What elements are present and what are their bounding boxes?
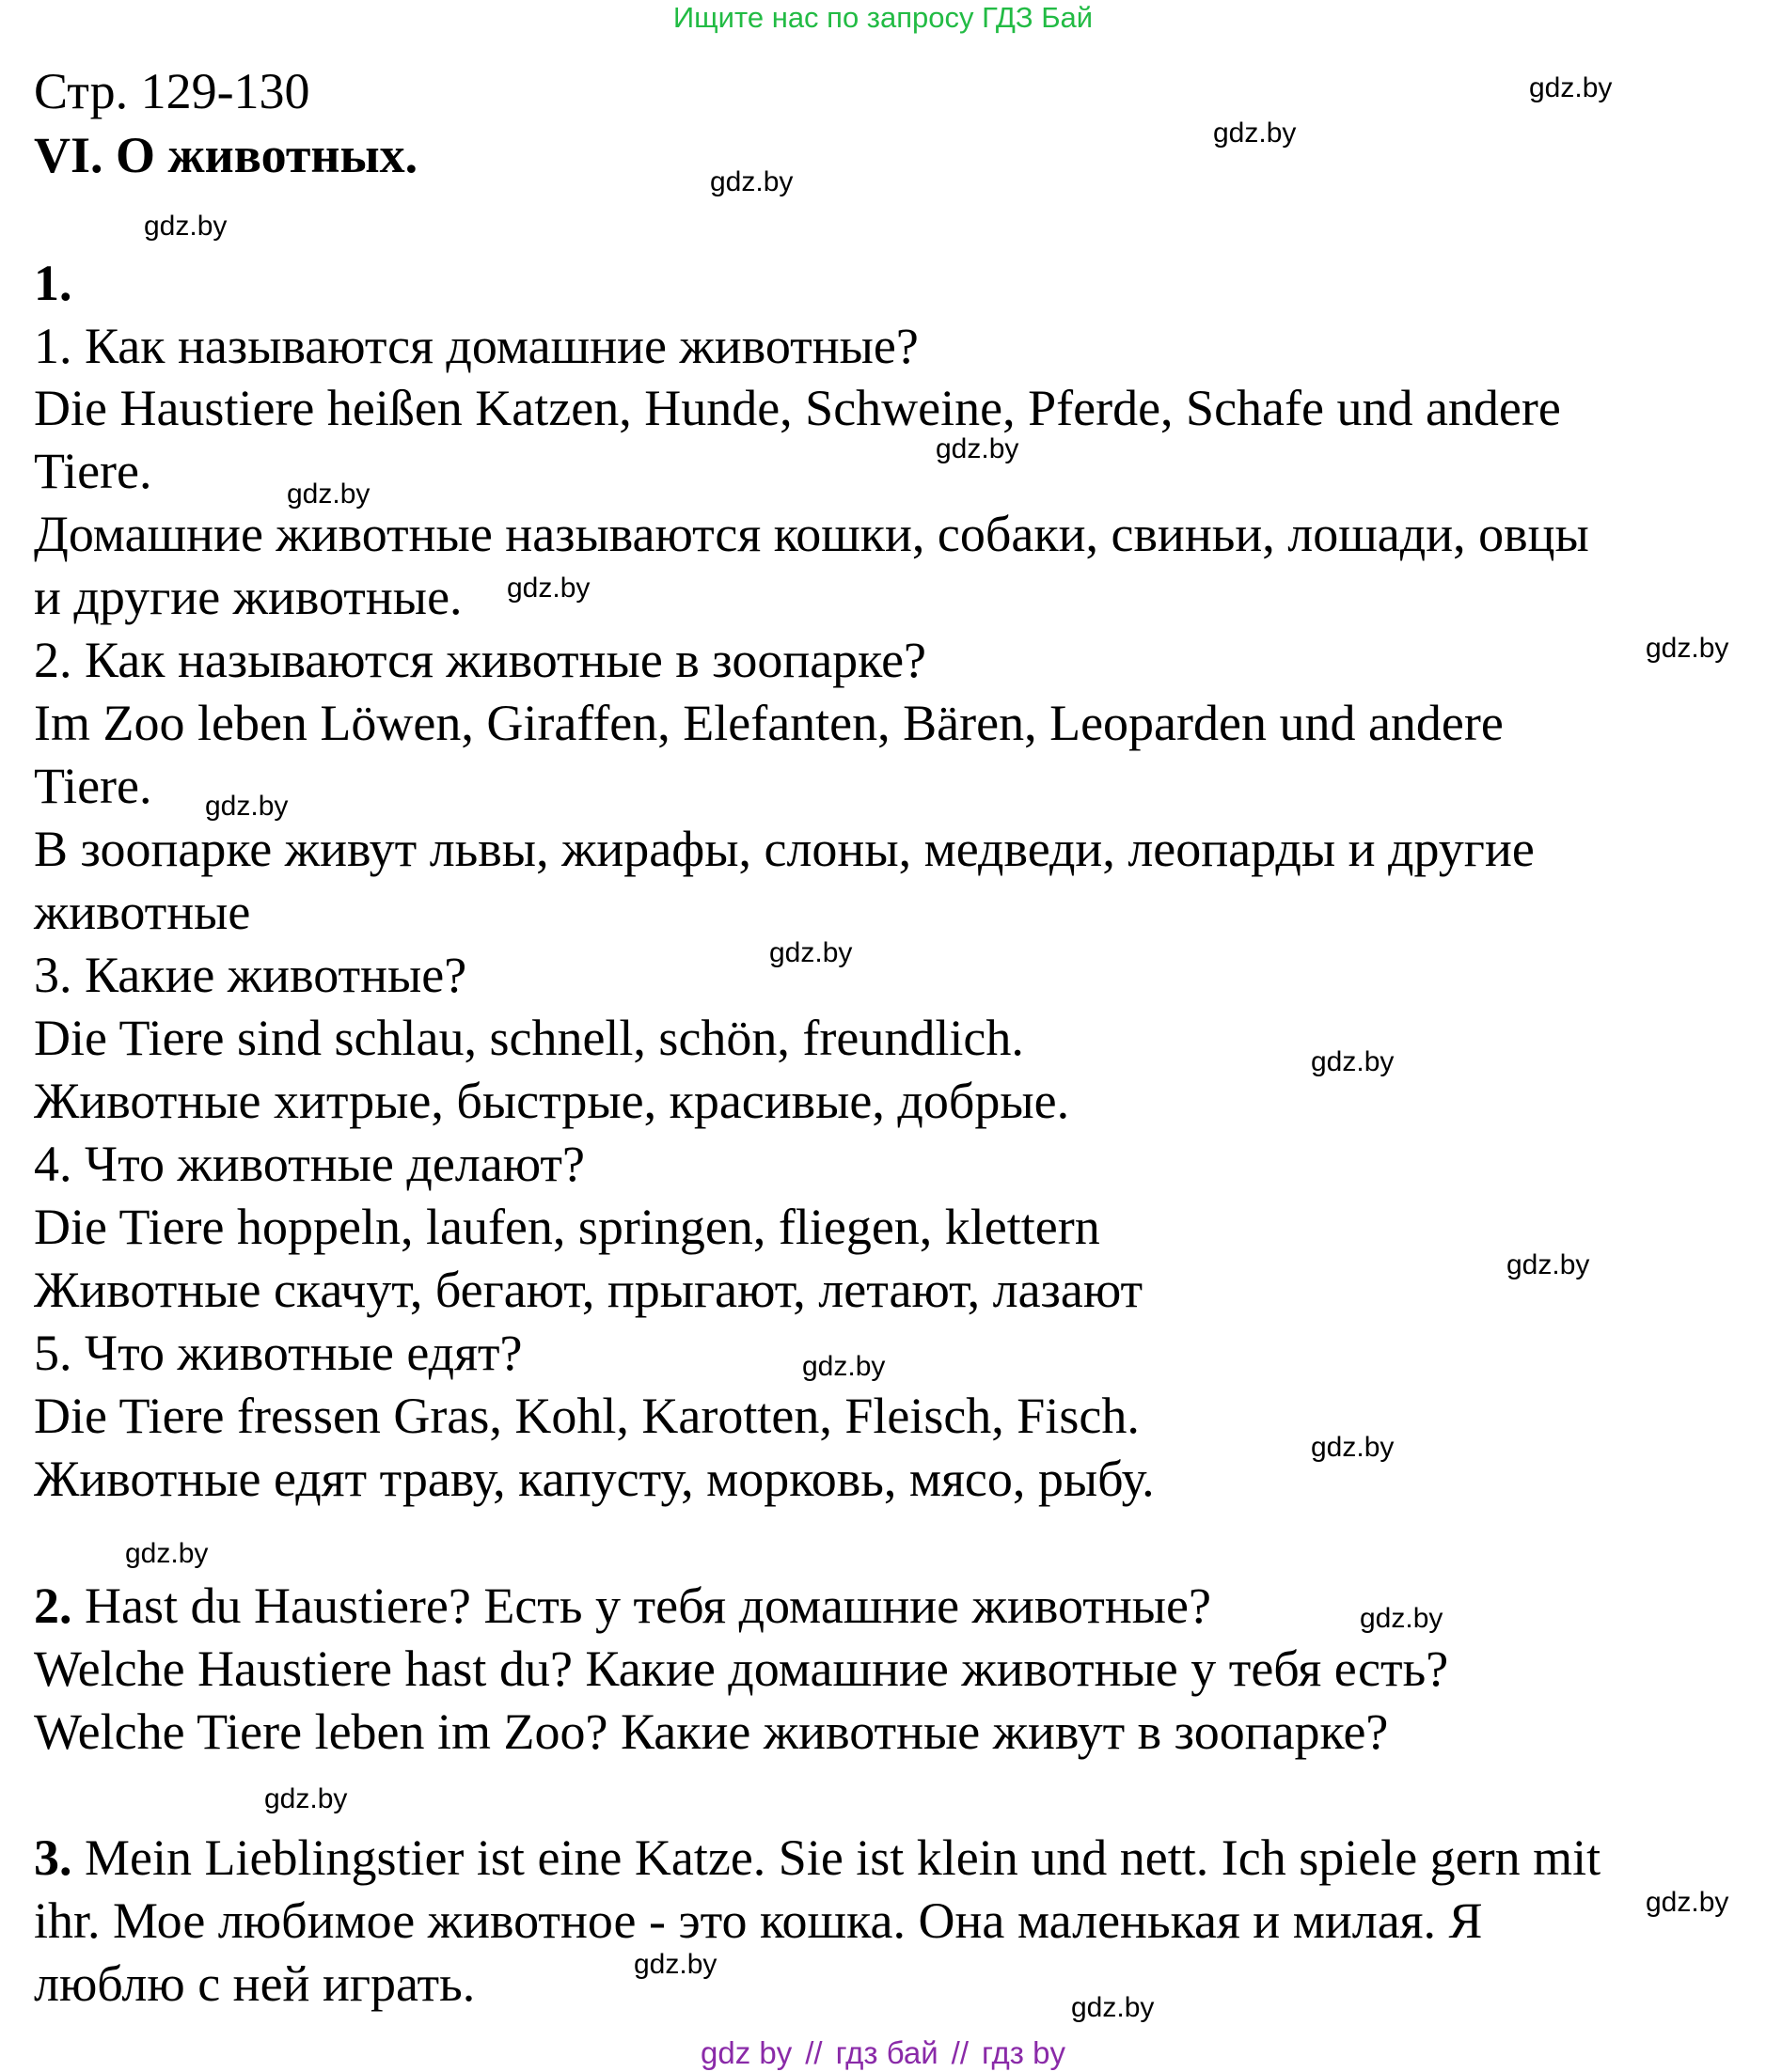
section-title: VI. О животных. [34, 127, 418, 183]
footer-separator: // [805, 2035, 823, 2070]
task-2-line: Welche Tiere leben im Zoo? Какие животные живут в зоопарке? [34, 1703, 1389, 1760]
task-2-number: 2. [34, 1578, 72, 1634]
watermark: gdz.by [710, 166, 794, 197]
task-1-line: Die Tiere sind schlau, schnell, schön, freundlich. [34, 1010, 1024, 1066]
task-2-text: Hast du Haustiere? Есть у тебя домашние животные? [71, 1578, 1211, 1634]
task-1-line: Животные едят траву, капусту, морковь, мясо, рыбу. [34, 1451, 1155, 1507]
task-1-line: и другие животные. [34, 569, 463, 625]
watermark: gdz.by [1311, 1046, 1395, 1077]
watermark: gdz.by [1360, 1603, 1443, 1634]
watermark: gdz.by [144, 211, 228, 242]
footer [0, 2035, 1766, 2071]
task-1-line: животные [34, 884, 251, 940]
task-1-line: Домашние животные называются кошки, собаки, свиньи, лошади, овцы [34, 506, 1589, 562]
page-reference: Стр. 129-130 [34, 63, 310, 119]
task-2-line: Welche Haustiere hast du? Какие домашние животные у тебя есть? [34, 1640, 1449, 1697]
watermark: gdz.by [1646, 633, 1729, 664]
task-1-line: Животные хитрые, быстрые, красивые, добрые. [34, 1073, 1070, 1129]
footer-separator: // [951, 2035, 969, 2070]
watermark: gdz.by [205, 791, 289, 822]
watermark: gdz.by [1311, 1432, 1395, 1463]
task-3-line: ihr. Мое любимое животное - это кошка. Она маленькая и милая. Я [34, 1892, 1483, 1949]
watermark: gdz.by [507, 573, 591, 604]
task-1-line: Die Tiere hoppeln, laufen, springen, fliegen, klettern [34, 1199, 1100, 1255]
task-1-line: 1. Как называются домашние животные? [34, 318, 919, 374]
task-3-line: люблю с ней играть. [34, 1955, 476, 2012]
watermark: gdz.by [125, 1538, 209, 1569]
task-1-line: Im Zoo leben Löwen, Giraffen, Elefanten, Bären, Leoparden und andere [34, 695, 1504, 751]
task-3-text: Mein Lieblingstier ist eine Katze. Sie ist klein und nett. Ich spiele gern mit [71, 1829, 1601, 1886]
task-1-line: В зоопарке живут львы, жирафы, слоны, медведи, леопарды и другие [34, 821, 1535, 877]
task-1-line: Die Tiere fressen Gras, Kohl, Karotten, Fleisch, Fisch. [34, 1388, 1140, 1444]
footer-link[interactable]: gdz by [701, 2035, 793, 2070]
task-1-line: Tiere. [34, 443, 152, 499]
task-1-number: 1. [34, 255, 72, 311]
watermark: gdz.by [802, 1351, 886, 1382]
task-3-number: 3. [34, 1829, 72, 1886]
watermark: gdz.by [769, 937, 853, 968]
task-1-line: Tiere. [34, 758, 152, 814]
task-1-line: 4. Что животные делают? [34, 1136, 585, 1192]
watermark: gdz.by [287, 479, 371, 510]
task-1-line: 5. Что животные едят? [34, 1325, 523, 1381]
watermark: gdz.by [634, 1949, 717, 1980]
task-1-line: 2. Как называются животные в зоопарке? [34, 632, 927, 688]
watermark: gdz.by [936, 433, 1019, 464]
watermark: gdz.by [1646, 1887, 1729, 1918]
task-1-line: Die Haustiere heißen Katzen, Hunde, Schweine, Pferde, Schafe und andere [34, 380, 1561, 436]
footer-link[interactable]: гдз by [982, 2035, 1065, 2070]
task-3-line [34, 1827, 1600, 1889]
watermark: gdz.by [1071, 1992, 1155, 2023]
task-2-line [34, 1575, 1211, 1637]
top-banner: Ищите нас по запросу ГДЗ Бай [672, 1, 1094, 34]
footer-link[interactable]: гдз бай [835, 2035, 938, 2070]
watermark: gdz.by [1529, 72, 1613, 103]
task-1-line: Животные скачут, бегают, прыгают, летают, лазают [34, 1262, 1143, 1318]
watermark: gdz.by [1506, 1249, 1590, 1280]
watermark: gdz.by [1213, 118, 1297, 149]
task-1-line: 3. Какие животные? [34, 947, 467, 1003]
watermark: gdz.by [264, 1783, 348, 1814]
